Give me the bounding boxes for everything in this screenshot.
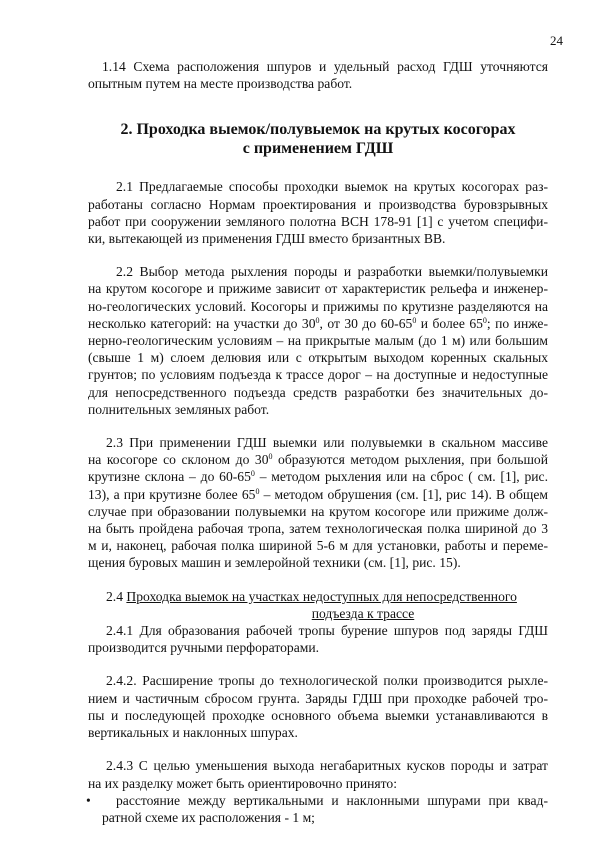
text-line: для непосредственного подъезда средств разработки без значительных до- xyxy=(88,384,548,400)
paragraph-2-4-1 xyxy=(88,622,548,656)
bullet-icon: • xyxy=(86,792,91,808)
text-fragment: несколько категорий: на участки до 30 xyxy=(88,315,316,331)
paragraph-2-4-2 xyxy=(88,672,548,741)
text-line: случае при образовании полувыемки на крутом косогоре или прижиме долж- xyxy=(88,503,548,519)
superscript: 0 xyxy=(255,486,260,496)
text-line: полнительных земляных работ. xyxy=(88,401,270,417)
page-content xyxy=(88,58,548,826)
text-line: производится ручными перфораторами. xyxy=(88,640,320,656)
text-line: 2.4.2. Расширение тропы до технологической полки производится рыхле- xyxy=(106,673,548,689)
text-fragment: , от 30 до 60-65 xyxy=(319,315,413,331)
text-line xyxy=(88,468,548,485)
superscript: 0 xyxy=(482,315,487,325)
superscript: 0 xyxy=(250,469,255,479)
section-title-line: с применением ГДШ xyxy=(242,140,394,158)
paragraph-2-4-3 xyxy=(88,757,548,791)
text-line xyxy=(88,486,548,503)
text-line: нерно-геологическим условиям – на прикрытые малым (до 1 м) или большим xyxy=(88,333,548,349)
text-line: работ при сооружении земляного полотна ВСН 178-91 [1] с учетом специфи- xyxy=(88,213,548,229)
text-line: 2.2 Выбор метода рыхления породы и разработки выемки/полувыемки xyxy=(116,264,548,280)
text-line: вертикальных и наклонных шпурах. xyxy=(88,725,298,741)
text-line xyxy=(88,605,548,622)
text-line xyxy=(88,588,548,605)
text-fragment: на косогоре со склоном до 30 xyxy=(88,452,269,468)
text-line: работаны согласно Нормам проектирования и производства буровзрывных xyxy=(88,196,548,212)
text-line: 2.3 При применении ГДШ выемки или полувыемки в скальном массиве xyxy=(106,435,548,451)
text-line: расстояние между вертикальными и наклонными шпурами при квад- xyxy=(116,792,548,808)
text-line: нием и частичным сбросом грунта. Заряды ГДШ при проходке рабочей тро- xyxy=(88,690,548,706)
list-item-text xyxy=(102,792,548,809)
text-line: 2.4.3 С целью уменьшения выхода негабаритных кусков породы и затрат xyxy=(106,758,548,774)
text-line: на крутом косогоре и прижиме зависит от характеристик рельефа и инженер- xyxy=(88,281,548,297)
superscript: 0 xyxy=(315,315,320,325)
text-line: м и, наконец, рабочая полка шириной 5-6 м для установки, работы и переме- xyxy=(88,538,548,554)
paragraph-2-1 xyxy=(88,178,548,247)
text-line: ки, вытекающей из применения ГДШ вместо бризантных ВВ. xyxy=(88,231,446,247)
section-number: 2.4 xyxy=(106,588,127,604)
text-fragment: и более 65 xyxy=(416,315,483,331)
text-line: грунтов; по условиям подъезда к трассе дорог – на доступные и недоступные xyxy=(88,367,548,383)
text-fragment: 13), а при крутизне более 65 xyxy=(88,486,256,502)
text-fragment: ; по инже- xyxy=(486,315,548,331)
text-line: ратной схеме их расположения - 1 м; xyxy=(102,809,315,825)
text-fragment: крутизне склона – до 60-65 xyxy=(88,469,251,485)
text-line: 2.1 Предлагаемые способы проходки выемок на крутых косогорах раз- xyxy=(116,179,548,195)
text-fragment: образуются методом рыхления, при большой xyxy=(272,452,548,468)
section-title-line: 2. Проходка выемок/полувыемок на крутых косогорах xyxy=(120,121,516,139)
text-line: 2.4.1 Для образования рабочей тропы бурение шпуров под заряды ГДШ xyxy=(106,623,548,639)
paragraph-2-2 xyxy=(88,263,548,418)
section-title xyxy=(88,120,548,158)
section-heading-underlined: подъезда к трассе xyxy=(311,605,415,621)
text-line: щения буровых машин и землеройной техники (см. [1], рис. 15). xyxy=(88,555,461,571)
list-item-text xyxy=(102,809,548,826)
text-line: пы и последующей проходке основного объема выемки устанавливаются в xyxy=(88,707,548,723)
superscript: 0 xyxy=(412,315,417,325)
text-fragment: – методом рыхления или на сброс ( см. [1], рис. xyxy=(254,469,548,485)
text-line xyxy=(88,315,548,332)
text-fragment: – методом обрушения (см. [1], рис 14). В общем xyxy=(259,486,548,502)
section-2-4-heading xyxy=(88,588,548,622)
text-line: на их разделку может быть ориентировочно принято: xyxy=(88,775,397,791)
text-line: опытным путем на месте производства работ. xyxy=(88,76,353,92)
paragraph-2-3 xyxy=(88,434,548,572)
text-line xyxy=(88,451,548,468)
text-line: на быть пройдена рабочая тропа, затем технологическая полка шириной до 3 xyxy=(88,521,548,537)
page-number: 24 xyxy=(550,33,563,48)
text-line: (свыше 1 м) слоем делювия или с открытым выходом коренных скальных xyxy=(88,350,548,366)
section-heading-underlined: Проходка выемок на участках недоступных для непосредственного xyxy=(126,588,517,604)
superscript: 0 xyxy=(268,452,273,462)
list-item xyxy=(88,792,548,826)
paragraph-1-14 xyxy=(88,58,548,92)
text-line: но-геологических условий. Косогоры и прижимы по крутизне разделяются на xyxy=(88,298,548,314)
text-line: 1.14 Схема расположения шпуров и удельный расход ГДШ уточняются xyxy=(102,59,548,74)
